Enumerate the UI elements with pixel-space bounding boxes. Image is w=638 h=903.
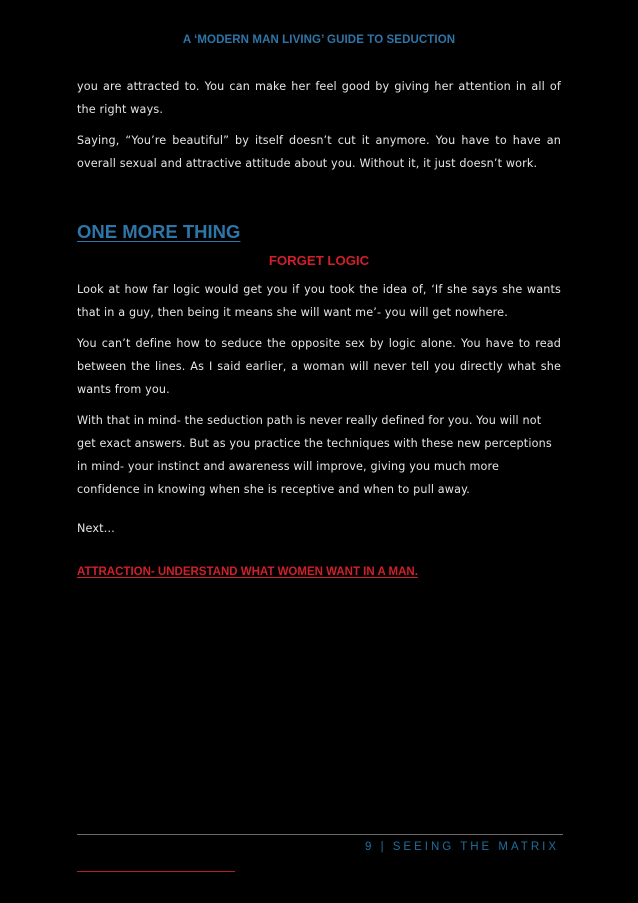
section-heading: ONE MORE THING — [77, 221, 241, 242]
footer-page-label: 9 | SEEING THE MATRIX — [364, 841, 559, 853]
spacer — [77, 183, 561, 201]
body-paragraph: Look at how far logic would get you if you took the idea of, ‘If she says she wants that in a guy, then being it means she will want me’- you will get nowhere. — [77, 283, 561, 319]
running-header: A ‘MODERN MAN LIVING’ GUIDE TO SEDUCTION — [182, 34, 456, 46]
body-paragraph: With that in mind- the seduction path is never really defined for you. You will not get exact answers. But as you practice the techniques with these new perceptions in mind- your instinct and awareness will improve, giving you much more confidence in knowing when she is receptive and when to pull away. — [77, 414, 552, 496]
body-paragraph: Saying, “You’re beautiful” by itself doesn’t cut it anymore. You have to have an overall sexual and attractive attitude about you. Without it, it just doesn’t work. — [77, 134, 561, 170]
next-chapter-link[interactable]: ATTRACTION- UNDERSTAND WHAT WOMEN WANT IN A MAN. — [77, 566, 418, 578]
body-paragraph: You can’t define how to seduce the opposite sex by logic alone. You have to read between the lines. As I said earlier, a woman will never tell you directly what she wants from you. — [77, 337, 561, 396]
body-paragraph: you are attracted to. You can make her feel good by giving her attention in all of the right ways. — [77, 80, 561, 116]
next-label: Next… — [77, 522, 115, 535]
subsection-heading: FORGET LOGIC — [268, 253, 370, 268]
footer-divider — [77, 834, 563, 835]
footer-red-rule — [77, 871, 235, 872]
page-content — [77, 75, 561, 582]
